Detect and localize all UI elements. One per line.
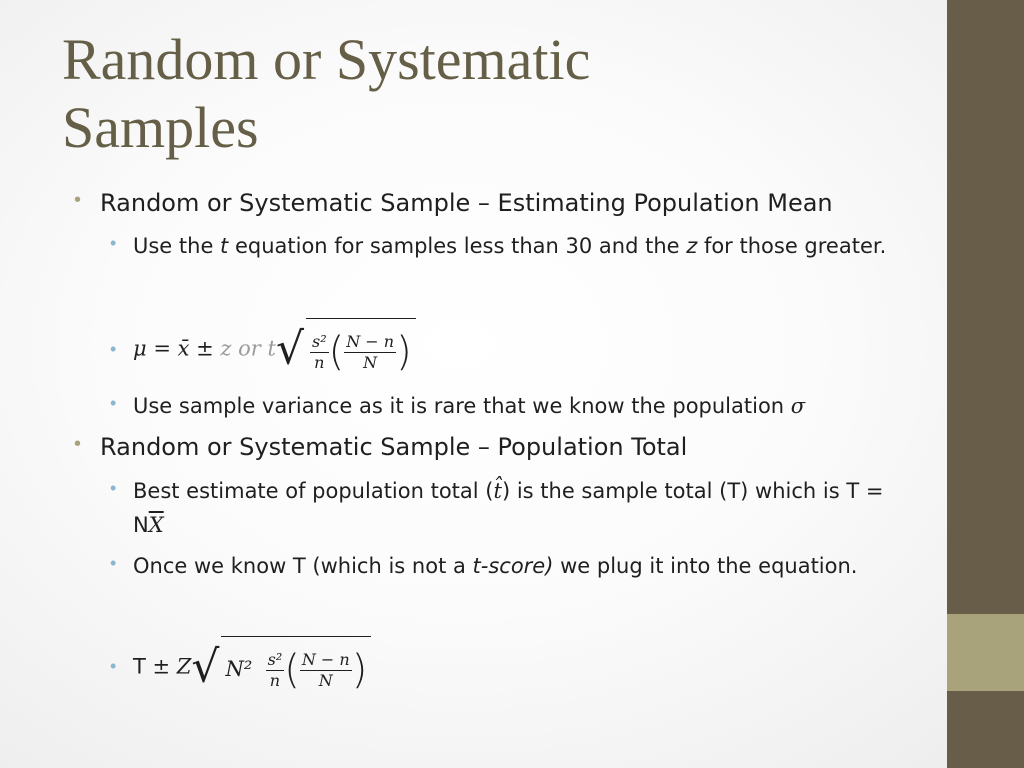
bullet-marker: • [110,233,117,253]
bullet-best-estimate: Best estimate of population total (t̂) is the sample total (T) which is $T = N\overline{X}$ [133,479,884,537]
bullet-sample-variance: Use sample variance as it is rare that we know the population σ [133,394,806,418]
bullet-marker: • [74,433,82,455]
bullet-marker: • [110,656,117,676]
sidebar-accent-band [947,614,1024,691]
bullet-marker: • [110,478,117,498]
bullet-plug-in: Once we know T (which is not a t-score) we plug it into the equation. [133,554,858,578]
sidebar-accent [947,0,1024,768]
bullet-marker: • [110,553,117,573]
bullet-t-or-z-rule: Use the t equation for samples less than 30 and the z for those greater. [133,234,887,258]
bullet-marker: • [110,339,117,359]
bullet-marker: • [110,393,117,413]
equation-total: T ± Z√ N² $\frac{\text{s²}}{n}$ ( $\frac{N - n}{N}$ ) [133,636,893,699]
equation-mean: μ = x̄ ± z or t√ $\frac{\text{s²}}{n}$ ( $\frac{N - n}{N}$ ) [133,318,893,381]
bullet-mean-heading: Random or Systematic Sample – Estimating Population Mean [100,189,833,217]
bullet-total-heading: Random or Systematic Sample – Population Total [100,433,688,461]
bullet-marker: • [74,189,82,211]
title-line-2: Samples [62,95,259,160]
title-line-1: Random or Systematic [62,27,591,92]
